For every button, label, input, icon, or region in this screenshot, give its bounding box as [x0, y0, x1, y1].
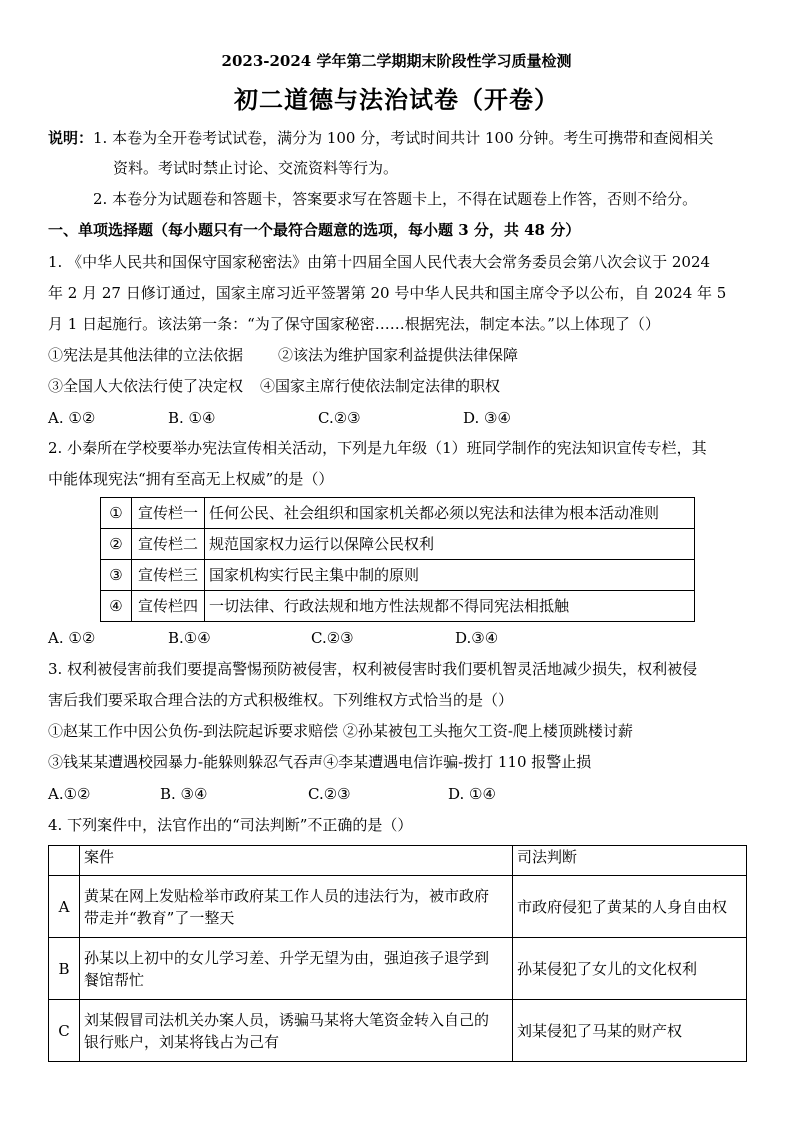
- q2-line-2: 中能体现宪法“拥有至高无上权威”的是（）: [48, 470, 334, 488]
- section-1-heading: 一、单项选择题（每小题只有一个最符合题意的选项，每小题 3 分，共 48 分）: [48, 221, 581, 239]
- exam-subtitle: 2023-2024 学年第二学期期末阶段性学习质量检测: [221, 52, 572, 70]
- q1-line-3: 月 1 日起施行。该法第一条：“为了保守国家秘密……根据宪法，制定本法。”以上体现了（）: [48, 315, 660, 333]
- table-row: [101, 591, 695, 622]
- q4-header-blank: [49, 846, 80, 876]
- instruction-1-line-2: 资料。考试时禁止讨论、交流资料等行为。: [113, 159, 399, 177]
- q4-row-a-judgment: 市政府侵犯了黄某的人身自由权: [513, 876, 747, 938]
- q2-row-2-name: 宣传栏二: [132, 529, 205, 560]
- q4-row-c-case-line-2: 银行账户，刘某将钱占为己有: [84, 1032, 280, 1051]
- q2-row-3-name: 宣传栏三: [132, 560, 205, 591]
- q1-option-d: D. ③④: [463, 409, 511, 427]
- q4-row-a-case: [80, 876, 513, 938]
- table-row: [49, 938, 747, 1000]
- q1-line-2: 年 2 月 27 日修订通过，国家主席习近平签署第 20 号中华人民共和国主席令予以公布，自 2024 年 5: [48, 284, 727, 302]
- q4-row-a-case-line-2: 带走并“教育”了一整天: [84, 908, 235, 927]
- q1-option-c: C.②③: [318, 409, 361, 427]
- q2-row-1-num: ①: [101, 498, 132, 529]
- q4-row-c-label: C: [49, 1000, 80, 1062]
- q4-header-judgment: 司法判断: [513, 846, 747, 876]
- q4-table: [48, 845, 747, 1062]
- q2-row-2-text: 规范国家权力运行以保障公民权利: [205, 529, 695, 560]
- q2-row-2-num: ②: [101, 529, 132, 560]
- q1-line-1: 1. 《中华人民共和国保守国家秘密法》由第十四届全国人民代表大会常务委员会第八次会议于 2024: [48, 253, 711, 271]
- q3-line-4: ③钱某某遭遇校园暴力-能躲则躲忍气吞声④李某遭遇电信诈骗-拨打 110 报警止损: [48, 753, 592, 771]
- q2-option-c: C.②③: [311, 629, 354, 647]
- q2-option-d: D.③④: [455, 629, 499, 647]
- q3-option-c: C.②③: [308, 785, 351, 803]
- q3-option-a: A.①②: [48, 785, 91, 803]
- q1-option-a: A. ①②: [48, 409, 96, 427]
- q2-row-1-name: 宣传栏一: [132, 498, 205, 529]
- q1-statement-1: ①宪法是其他法律的立法依据: [48, 346, 244, 364]
- q4-row-c-case: [80, 1000, 513, 1062]
- exam-title: 初二道德与法治试卷（开卷）: [234, 85, 559, 114]
- q2-row-4-text: 一切法律、行政法规和地方性法规都不得同宪法相抵触: [205, 591, 695, 622]
- q4-row-b-case: [80, 938, 513, 1000]
- q2-option-b: B.①④: [168, 629, 211, 647]
- table-row: [49, 846, 747, 876]
- q3-line-2: 害后我们要采取合理合法的方式积极维权。下列维权方式恰当的是（）: [48, 691, 514, 709]
- q2-table: [100, 497, 695, 622]
- table-row: [101, 560, 695, 591]
- q2-row-4-num: ④: [101, 591, 132, 622]
- q4-row-b-judgment: 孙某侵犯了女儿的文化权利: [513, 938, 747, 1000]
- q1-statement-4: ④国家主席行使依法制定法律的职权: [260, 377, 501, 395]
- q4-row-c-case-line-1: 刘某假冒司法机关办案人员，诱骗马某将大笔资金转入自己的: [84, 1010, 490, 1029]
- q1-statement-2: ②该法为维护国家利益提供法律保障: [278, 346, 519, 364]
- table-row: [101, 498, 695, 529]
- q1-statement-3: ③全国人大依法行使了决定权: [48, 377, 244, 395]
- q2-row-4-name: 宣传栏四: [132, 591, 205, 622]
- q2-row-1-text: 任何公民、社会组织和国家机关都必须以宪法和法律为根本活动准则: [205, 498, 695, 529]
- q4-row-b-label: B: [49, 938, 80, 1000]
- q4-row-b-case-line-1: 孙某以上初中的女儿学习差、升学无望为由，强迫孩子退学到: [84, 948, 490, 967]
- q2-row-3-num: ③: [101, 560, 132, 591]
- q3-line-1: 3. 权利被侵害前我们要提高警惕预防被侵害，权利被侵害时我们要机智灵活地减少损失，权利被侵: [48, 660, 698, 678]
- q4-row-c-judgment: 刘某侵犯了马某的财产权: [513, 1000, 747, 1062]
- q4-row-b-case-line-2: 餐馆帮忙: [84, 970, 145, 989]
- q1-option-b: B. ①④: [168, 409, 216, 427]
- q4-line-1: 4. 下列案件中，法官作出的“司法判断”不正确的是（）: [48, 816, 413, 834]
- q3-option-b: B. ③④: [160, 785, 208, 803]
- table-row: [49, 876, 747, 938]
- q2-line-1: 2. 小秦所在学校要举办宪法宣传相关活动，下列是九年级（1）班同学制作的宪法知识宣传专栏，其: [48, 439, 707, 457]
- q3-option-d: D. ①④: [448, 785, 496, 803]
- q4-row-a-label: A: [49, 876, 80, 938]
- instruction-1-line-1: 1. 本卷为全开卷考试试卷，满分为 100 分，考试时间共计 100 分钟。考生可携带和查阅相关: [93, 129, 714, 147]
- q2-row-3-text: 国家机构实行民主集中制的原则: [205, 560, 695, 591]
- table-row: [101, 529, 695, 560]
- instruction-2: 2. 本卷分为试题卷和答题卡，答案要求写在答题卡上，不得在试题卷上作答，否则不给分。: [93, 190, 698, 208]
- q2-option-a: A. ①②: [48, 629, 96, 647]
- table-row: [49, 1000, 747, 1062]
- instructions-label: 说明：: [48, 129, 94, 147]
- q3-line-3: ①赵某工作中因公负伤-到法院起诉要求赔偿 ②孙某被包工头拖欠工资-爬上楼顶跳楼讨薪: [48, 722, 633, 740]
- q4-header-case: 案件: [80, 846, 513, 876]
- q4-row-a-case-line-1: 黄某在网上发贴检举市政府某工作人员的违法行为，被市政府: [84, 886, 490, 905]
